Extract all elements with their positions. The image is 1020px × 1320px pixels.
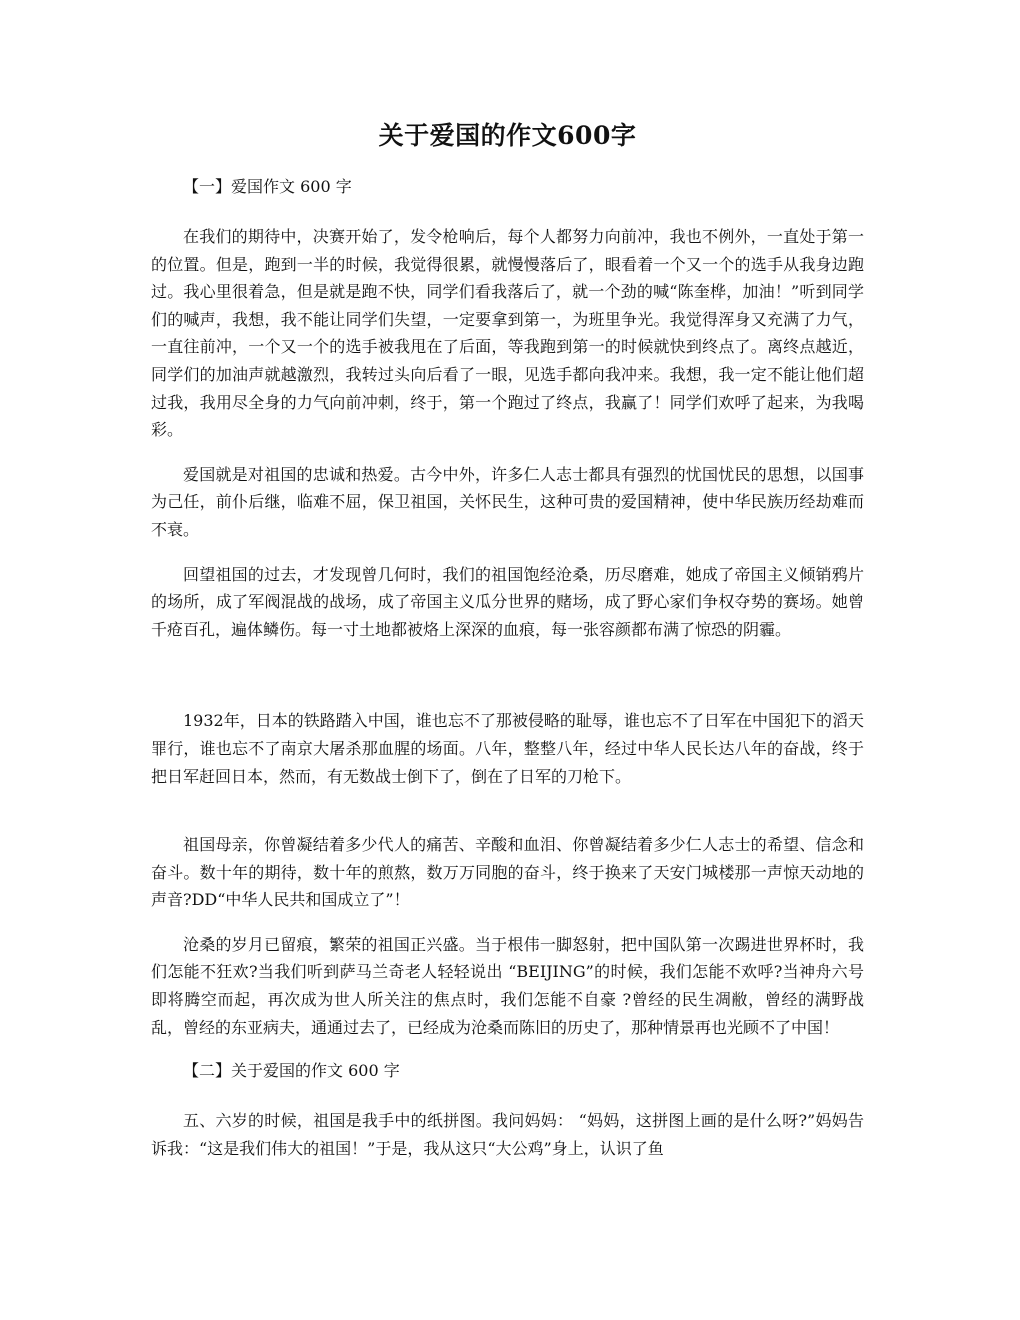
paragraph: 沧桑的岁月已留痕，繁荣的祖国正兴盛。当于根伟一脚怒射，把中国队第一次踢进世界杯时，我们怎能不狂欢?当我们听到萨马兰奇老人轻轻说出 “BEIJING”的时候，我们怎能不欢呼?当神舟六号即将腾空而起，再次成为世人所关注的焦点时，我们怎能不自豪 ?曾经的民生凋敝，曾经的满野战乱，曾经的东亚病夫，通通过去了，已经成为沧桑而陈旧的历史了，那种情景再也光顾不了中国！	[151, 934, 864, 1037]
document-page	[151, 118, 864, 1162]
paragraph: 回望祖国的过去，才发现曾几何时，我们的祖国饱经沧桑，历尽磨难，她成了帝国主义倾销鸦片的场所，成了军阀混战的战场，成了帝国主义瓜分世界的赌场，成了野心家们争权夺势的赛场。她曾千疮百孔，遍体鳞伤。每一寸土地都被烙上深深的血痕，每一张容颜都布满了惊恐的阴霾。	[151, 564, 864, 639]
document-title: 关于爱国的作文600字	[378, 121, 637, 150]
paragraph: 祖国母亲，你曾凝结着多少代人的痛苦、辛酸和血泪、你曾凝结着多少仁人志士的希望、信念和奋斗。数十年的期待，数十年的煎熬，数万万同胞的奋斗，终于换来了天安门城楼那一声惊天动地的声音?DD“中华人民共和国成立了”！	[151, 835, 864, 910]
paragraph: 五、六岁的时候，祖国是我手中的纸拼图。我问妈妈： “妈妈，这拼图上画的是什么呀?”妈妈告诉我：“这是我们伟大的祖国！”于是，我从这只“大公鸡”身上，认识了鱼	[151, 1111, 864, 1158]
paragraph: 爱国就是对祖国的忠诚和热爱。古今中外，许多仁人志士都具有强烈的忧国忧民的思想，以国事为己任，前仆后继，临难不屈，保卫祖国，关怀民生，这种可贵的爱国精神，使中华民族历经劫难而不衰。	[151, 464, 864, 539]
paragraph: 1932年，日本的铁路踏入中国，谁也忘不了那被侵略的耻辱，谁也忘不了日军在中国犯下的滔天罪行，谁也忘不了南京大屠杀那血腥的场面。八年，整整八年，经过中华人民长达八年的奋战，终于把日军赶回日本，然而，有无数战士倒下了，倒在了日军的刀枪下。	[151, 711, 864, 786]
section-heading-1: 【一】爱国作文 600 字	[183, 177, 352, 196]
paragraph: 在我们的期待中，决赛开始了，发令枪响后，每个人都努力向前冲，我也不例外，一直处于第一的位置。但是，跑到一半的时候，我觉得很累，就慢慢落后了，眼看着一个又一个的选手从我身边跑过。我心里很着急，但是就是跑不快，同学们看我落后了，就一个劲的喊“陈奎桦，加油！”听到同学们的喊声，我想，我不能让同学们失望，一定要拿到第一，为班里争光。我觉得浑身又充满了力气，一直往前冲，一个又一个的选手被我甩在了后面，等我跑到第一的时候就快到终点了。离终点越近，同学们的加油声就越激烈，我转过头向后看了一眼，见选手都向我冲来。我想，我一定不能让他们超过我，我用尽全身的力气向前冲刺，终于，第一个跑过了终点，我赢了！同学们欢呼了起来，为我喝彩。	[151, 227, 864, 440]
section-heading-2: 【二】关于爱国的作文 600 字	[183, 1061, 400, 1081]
